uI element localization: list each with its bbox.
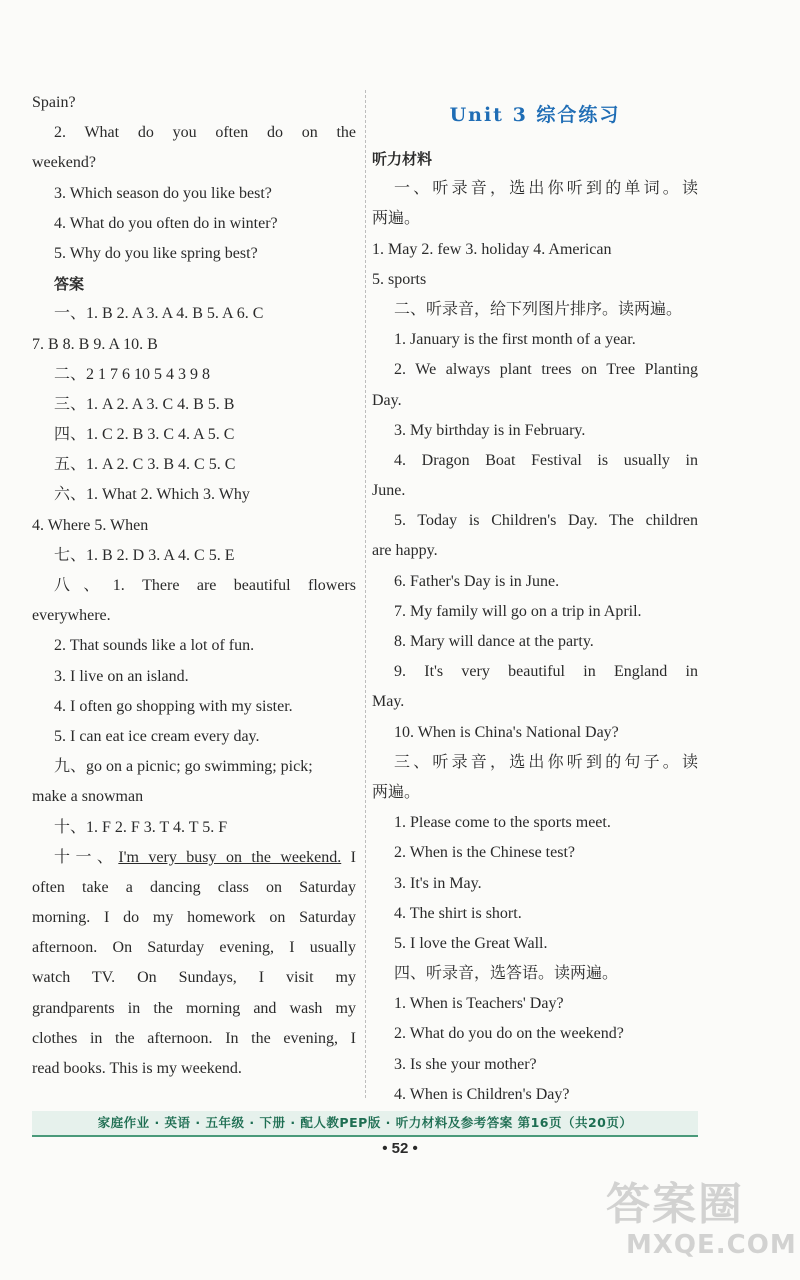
text-line: 二、听录音，给下列图片排序。读两遍。 (394, 300, 683, 318)
text-line: 1. May 2. few 3. holiday 4. American (372, 240, 612, 258)
text-line: 2. We always plant trees on Tree Planting (394, 361, 698, 379)
text-line: 十、1. F 2. F 3. T 4. T 5. F (54, 818, 228, 836)
text-line (32, 843, 356, 873)
unit-title: Unit 3 综合练习 (449, 104, 621, 126)
text-line: 10. When is China's National Day? (394, 723, 619, 741)
text-line: 六、1. What 2. Which 3. Why (54, 486, 250, 504)
text-line: 1. When is Teachers' Day? (394, 995, 564, 1013)
text-line: 三、1. A 2. A 3. C 4. B 5. B (54, 395, 235, 413)
text-line: 2. When is the Chinese test? (394, 844, 575, 862)
text-line: 九、go on a picnic; go swimming; pick; (54, 758, 313, 776)
text-line: are happy. (372, 542, 438, 560)
text-line: 两遍。 (372, 783, 421, 801)
text-line: clothes in the afternoon. In the evening, I (32, 1029, 356, 1047)
right-column (372, 88, 698, 1110)
text-line: make a snowman (32, 788, 144, 806)
text-line: 3. Is she your mother? (394, 1055, 537, 1073)
text-line: 七、1. B 2. D 3. A 4. C 5. E (54, 546, 235, 564)
text-line: 4. The shirt is short. (394, 904, 522, 922)
watermark-url: MXQE.COM (626, 1230, 797, 1260)
text-line: 两遍。 (372, 210, 421, 228)
text-line: 7. My family will go on a trip in April. (394, 602, 642, 620)
text-line: 5. Why do you like spring best? (54, 244, 258, 262)
text-line: 听力材料 (372, 150, 433, 168)
text-line: 2. What do you do on the weekend? (394, 1025, 624, 1043)
text-line: 5. Today is Children's Day. The children (394, 512, 698, 530)
left-column (32, 88, 356, 1084)
text-line: Day. (372, 391, 402, 409)
line-suffix: I (341, 848, 356, 866)
text-line: 2. What do you often do on the (54, 124, 356, 142)
text-line: morning. I do my homework on Saturday (32, 909, 356, 927)
text-line: 4. When is Children's Day? (394, 1085, 570, 1103)
text-line: 8. Mary will dance at the party. (394, 633, 594, 650)
text-line: 1. Please come to the sports meet. (394, 814, 611, 832)
text-line: 2. That sounds like a lot of fun. (54, 637, 255, 655)
page-number: • 52 • (382, 1140, 418, 1157)
text-line: 四、1. C 2. B 3. C 4. A 5. C (54, 426, 235, 444)
text-line: grandparents in the morning and wash my (32, 999, 356, 1017)
text-line: 4. I often go shopping with my sister. (54, 697, 293, 715)
text-line: 四、听录音，选答语。读两遍。 (394, 965, 619, 983)
column-divider (365, 90, 366, 1098)
watermark-logo (596, 1168, 797, 1268)
text-line: 答案 (54, 275, 85, 294)
text-line: 5. sports (372, 270, 427, 288)
text-line: 3. My birthday is in February. (394, 421, 586, 439)
text-line: June. (372, 482, 406, 500)
watermark-chars: 答案圈 (606, 1179, 744, 1230)
footer-bar: 家庭作业 · 英语 · 五年级 · 下册 · 配人教PEP版 · 听力材料及参考答案 第16页（共20页） (32, 1111, 698, 1137)
text-line: often take a dancing class on Saturday (32, 878, 356, 896)
text-line: 3. It's in May. (394, 874, 482, 892)
text-line: afternoon. On Saturday evening, I usually (32, 939, 356, 957)
underlined-sentence: I'm very busy on the weekend. (118, 848, 342, 866)
text-line: 1. January is the first month of a year. (394, 331, 636, 349)
text-line: 4. Where 5. When (32, 516, 149, 534)
text-line: 4. Dragon Boat Festival is usually in (394, 451, 698, 469)
text-line: 4. What do you often do in winter? (54, 214, 278, 232)
text-line: everywhere. (32, 607, 111, 625)
text-line: 5. I love the Great Wall. (394, 934, 548, 952)
text-line: 八、1. There are beautiful flowers (54, 577, 356, 594)
text-line: watch TV. On Sundays, I visit my (32, 969, 356, 987)
text-line: 3. I live on an island. (54, 667, 189, 685)
line-prefix: 十一、 (54, 848, 119, 866)
text-line: 一、1. B 2. A 3. A 4. B 5. A 6. C (54, 305, 264, 323)
text-line: May. (372, 693, 405, 711)
text-line: 7. B 8. B 9. A 10. B (32, 335, 158, 353)
text-line: 3. Which season do you like best? (54, 184, 272, 202)
text-line: 6. Father's Day is in June. (394, 572, 560, 590)
text-line: 9. It's very beautiful in England in (394, 663, 698, 681)
text-line: read books. This is my weekend. (32, 1060, 242, 1077)
text-line: 二、2 1 7 6 10 5 4 3 9 8 (54, 365, 211, 383)
text-line: 一、听录音，选出你听到的单词。读 (394, 180, 698, 198)
text-line: Spain? (32, 94, 76, 111)
text-line: 5. I can eat ice cream every day. (54, 727, 260, 745)
text-line: 五、1. A 2. C 3. B 4. C 5. C (54, 456, 236, 474)
text-line: 三、听录音，选出你听到的句子。读 (394, 753, 698, 771)
right-column-lines (372, 144, 698, 1110)
text-line: weekend? (32, 154, 96, 172)
